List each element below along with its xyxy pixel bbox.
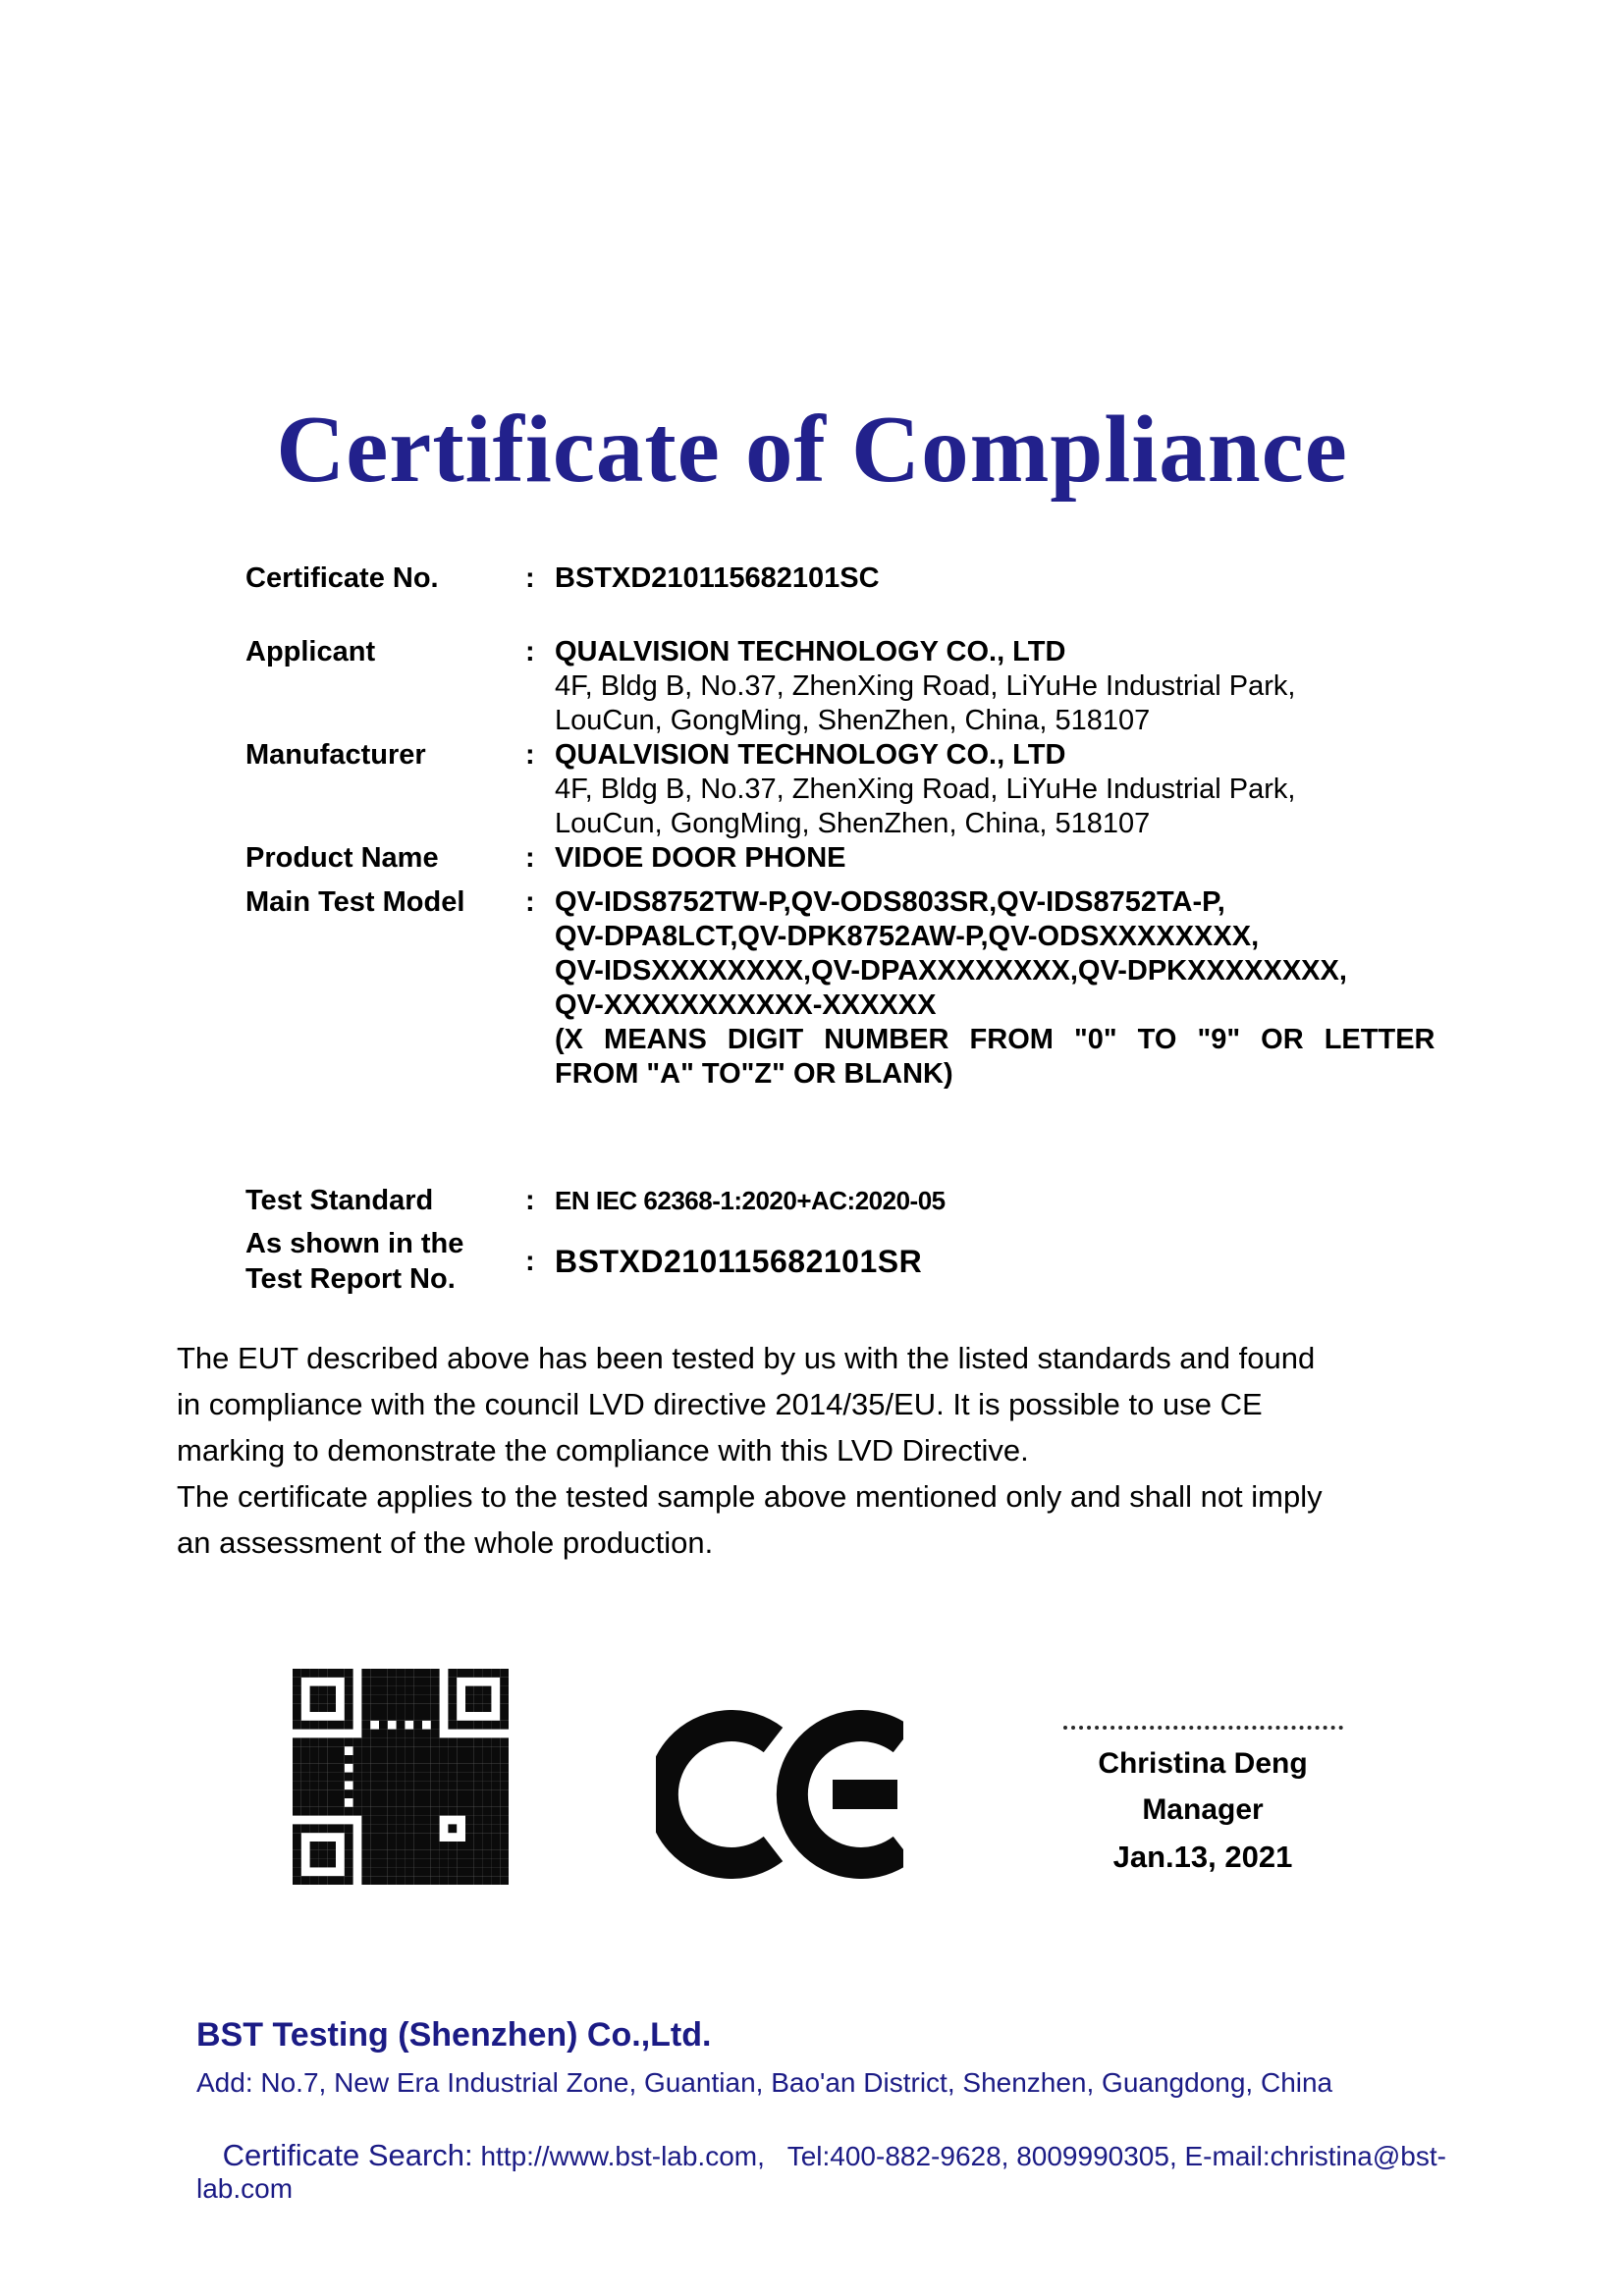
value-line: VIDOE DOOR PHONE <box>555 842 846 874</box>
footer-search-label: Certificate Search: <box>222 2138 473 2172</box>
footer-company: BST Testing (Shenzhen) Co.,Ltd. <box>196 2016 712 2054</box>
row-value <box>555 561 1496 596</box>
ce-mark-icon <box>656 1710 903 1879</box>
qr-code <box>293 1669 509 1885</box>
value-line: QV-IDSXXXXXXXX,QV-DPAXXXXXXXX,QV-DPKXXXXXXXX, <box>555 955 1347 987</box>
value-line: QUALVISION TECHNOLOGY CO., LTD <box>555 636 1066 667</box>
paragraph-line: an assessment of the whole production. <box>177 1525 714 1560</box>
row-label: Product Name <box>245 842 439 874</box>
row-label: Manufacturer <box>245 739 426 771</box>
paragraph-line: in compliance with the council LVD directive 2014/35/EU. It is possible to use CE <box>177 1387 1263 1421</box>
signature-date: Jan.13, 2021 <box>1112 1840 1293 1874</box>
test-standard-value: EN IEC 62368-1:2020+AC:2020-05 <box>555 1186 946 1215</box>
signature-block <box>1036 1726 1370 1875</box>
test-report-row <box>245 1226 1496 1297</box>
signature-dotted-line <box>1063 1726 1343 1730</box>
test-report-label-line1: As shown in the <box>245 1228 464 1259</box>
row-colon: : <box>525 562 535 594</box>
info-rows <box>245 561 1496 1092</box>
value-line: QV-XXXXXXXXXXX-XXXXXX <box>555 989 937 1021</box>
row-value <box>555 738 1496 841</box>
value-line: 4F, Bldg B, No.37, ZhenXing Road, LiYuHe Industrial Park, <box>555 670 1296 702</box>
paragraph-line: marking to demonstrate the compliance with this LVD Directive. <box>177 1433 1029 1468</box>
footer-search-line <box>196 2120 1526 2222</box>
value-line: (X MEANS DIGIT NUMBER FROM "0" TO "9" OR LETTER <box>555 1024 1435 1055</box>
row-value <box>555 841 1496 876</box>
certificate-title: Certificate of Compliance <box>276 397 1348 502</box>
standards-block <box>245 1183 1496 1297</box>
signatory-role: Manager <box>1142 1793 1264 1826</box>
row-colon: : <box>525 1185 535 1216</box>
paragraph-line: The certificate applies to the tested sample above mentioned only and shall not imply <box>177 1479 1323 1514</box>
info-row <box>245 841 1496 876</box>
value-line: 4F, Bldg B, No.37, ZhenXing Road, LiYuHe Industrial Park, <box>555 774 1296 805</box>
row-colon: : <box>525 636 535 667</box>
info-row <box>245 885 1496 1092</box>
test-report-value: BSTXD210115682101SR <box>555 1243 923 1279</box>
row-value <box>555 635 1496 738</box>
info-row <box>245 635 1496 738</box>
test-report-label <box>245 1226 525 1297</box>
value-line: LouCun, GongMing, ShenZhen, China, 518107 <box>555 808 1151 839</box>
row-colon: : <box>525 1246 535 1277</box>
value-line: QUALVISION TECHNOLOGY CO., LTD <box>555 739 1066 771</box>
footer-address: Add: No.7, New Era Industrial Zone, Guantian, Bao'an District, Shenzhen, Guangdong, China <box>196 2067 1333 2098</box>
row-value <box>555 885 1496 1092</box>
info-row <box>245 738 1496 841</box>
test-standard-row <box>245 1183 1496 1218</box>
value-line: LouCun, GongMing, ShenZhen, China, 518107 <box>555 705 1151 736</box>
row-label: Main Test Model <box>245 886 465 918</box>
value-line: QV-IDS8752TW-P,QV-ODS803SR,QV-IDS8752TA-P, <box>555 886 1225 918</box>
row-label: Certificate No. <box>245 562 439 594</box>
value-line: QV-DPA8LCT,QV-DPK8752AW-P,QV-ODSXXXXXXXX, <box>555 921 1260 952</box>
row-colon: : <box>525 739 535 771</box>
info-row <box>245 561 1496 596</box>
value-line: FROM "A" TO"Z" OR BLANK) <box>555 1058 953 1090</box>
compliance-statement <box>177 1335 1483 1566</box>
paragraph-line: The EUT described above has been tested by us with the listed standards and found <box>177 1341 1316 1375</box>
row-colon: : <box>525 842 535 874</box>
row-label: Applicant <box>245 636 376 667</box>
test-report-label-line2: Test Report No. <box>245 1263 456 1295</box>
footer <box>196 2016 1526 2222</box>
signatory-name: Christina Deng <box>1098 1747 1308 1780</box>
test-standard-label: Test Standard <box>245 1185 434 1216</box>
footer-search-value: http://www.bst-lab.com, Tel:400-882-9628, 8009990305, E-mail:christina@bst-lab.com <box>196 2141 1446 2204</box>
row-colon: : <box>525 886 535 918</box>
value-line: BSTXD210115682101SC <box>555 562 880 594</box>
